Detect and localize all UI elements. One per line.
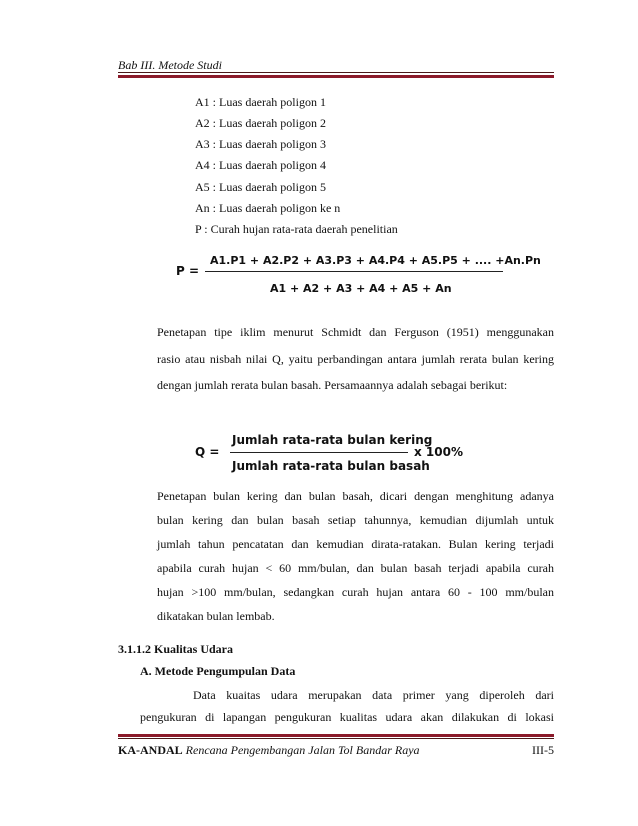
header-rule-thin (118, 72, 554, 73)
definition-a3: A3 : Luas daerah poligon 3 (195, 137, 326, 151)
formula-q-denominator: Jumlah rata-rata bulan basah (232, 459, 430, 473)
page-number: III-5 (532, 743, 554, 757)
footer-lead: KA-ANDAL (118, 743, 183, 757)
running-header: Bab III. Metode Studi (118, 58, 222, 72)
formula-q-lhs: Q = (195, 445, 220, 459)
formula-q-fraction-line (230, 452, 408, 453)
formula-p-fraction-line (205, 271, 503, 272)
paragraph2-line3: jumlah tahun pencatatan dan kemudian dirata-ratakan. Bulan kering terjadi (157, 537, 554, 551)
footer-rule-thick (118, 734, 554, 737)
paragraph1-line1: Penetapan tipe iklim menurut Schmidt dan Ferguson (1951) menggunakan (157, 325, 554, 339)
definition-a2: A2 : Luas daerah poligon 2 (195, 116, 326, 130)
paragraph1-line2: rasio atau nisbah nilai Q, yaitu perbandingan antara jumlah rerata bulan kering (157, 352, 554, 366)
formula-p-lhs: P = (176, 264, 200, 278)
definition-a1: A1 : Luas daerah poligon 1 (195, 95, 326, 109)
page-footer (118, 743, 554, 758)
paragraph2-line6: dikatakan bulan lembab. (157, 609, 275, 623)
formula-q-numerator: Jumlah rata-rata bulan kering (232, 433, 433, 447)
paragraph2-line4: apabila curah hujan < 60 mm/bulan, dan bulan basah terjadi apabila curah (157, 561, 554, 575)
paragraph1-line3: dengan jumlah rerata bulan basah. Persamaannya adalah sebagai berikut: (157, 378, 508, 392)
formula-p-denominator: A1 + A2 + A3 + A4 + A5 + An (270, 282, 452, 295)
header-rule-thick (118, 75, 554, 78)
section-heading: 3.1.1.2 Kualitas Udara (118, 642, 234, 656)
paragraph2-line1: Penetapan bulan kering dan bulan basah, dicari dengan menghitung adanya (157, 489, 554, 503)
paragraph2-line5: hujan >100 mm/bulan, sedangkan curah hujan antara 60 - 100 mm/bulan (157, 585, 554, 599)
definition-p: P : Curah hujan rata-rata daerah penelitian (195, 222, 398, 236)
formula-p-numerator: A1.P1 + A2.P2 + A3.P3 + A4.P4 + A5.P5 + .... +An.Pn (210, 254, 541, 267)
definition-an: An : Luas daerah poligon ke n (195, 201, 341, 215)
section-line2: pengukuran di lapangan pengukuran kualitas udara akan dilakukan di lokasi (140, 710, 554, 724)
section-subheading: A. Metode Pengumpulan Data (140, 664, 296, 678)
paragraph2-line2: bulan kering dan bulan basah setiap tahunnya, kemudian dijumlah untuk (157, 513, 554, 527)
footer-title: Rencana Pengembangan Jalan Tol Bandar Raya (185, 743, 420, 757)
section-line1: Data kuaitas udara merupakan data primer yang diperoleh dari (193, 688, 554, 702)
formula-q-multiplier: x 100% (414, 445, 463, 459)
definition-a4: A4 : Luas daerah poligon 4 (195, 158, 326, 172)
footer-rule-thin (118, 738, 554, 739)
definition-a5: A5 : Luas daerah poligon 5 (195, 180, 326, 194)
